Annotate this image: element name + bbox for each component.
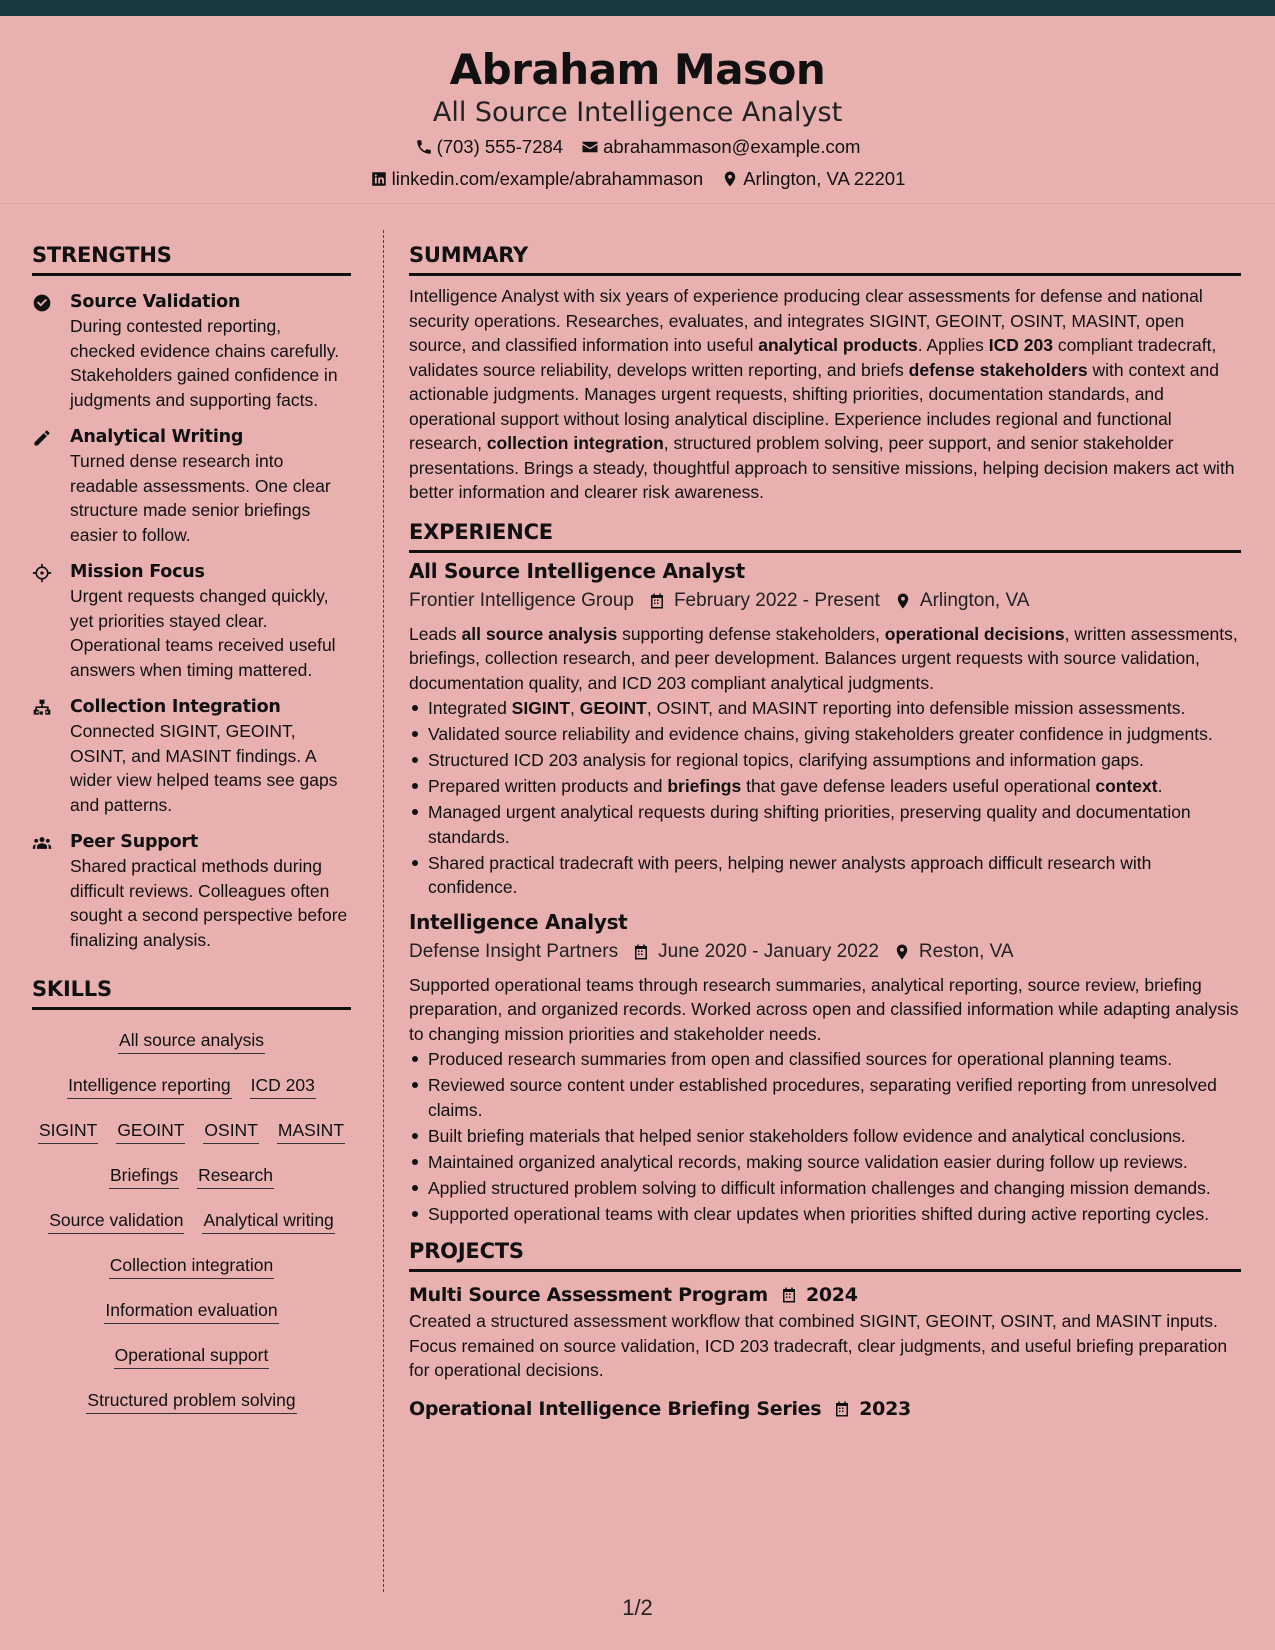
projects-list: [409, 1281, 1241, 1423]
text-segment: ,: [570, 698, 580, 718]
text-segment: supporting defense stakeholders,: [617, 623, 885, 644]
text-segment: .: [1157, 776, 1163, 796]
text-segment: compliant tradecraft, validates source reliability, develops written reporting, and briefs: [409, 335, 1217, 380]
strength-item: [32, 425, 351, 547]
text-segment: Prepared written products and: [428, 776, 668, 796]
bullet-item: [409, 800, 1241, 849]
strength-title: Analytical Writing: [70, 427, 244, 447]
strength-desc: Urgent requests changed quickly, yet priorities stayed clear. Operational teams received useful answers when timing mattered.: [70, 586, 336, 680]
bullet-item: [409, 1047, 1241, 1072]
text-segment: Reviewed source content under established procedures, separating verified reporting from unresolved claims.: [428, 1075, 1217, 1120]
calendar-icon: [780, 1286, 798, 1304]
skill-tag: Information evaluation: [104, 1297, 278, 1324]
bullet-item: [409, 1150, 1241, 1175]
strength-body: [70, 425, 351, 547]
skill-tag: MASINT: [277, 1117, 345, 1144]
strength-icon-wrap: [32, 830, 70, 952]
job-description: [409, 622, 1241, 696]
text-segment: Built briefing materials that helped senior stakeholders follow evidence and analytical conclusions.: [428, 1125, 1186, 1146]
right-column: [409, 240, 1241, 1423]
linkedin-icon: [370, 170, 388, 188]
text-segment: Structured ICD 203 analysis for regional topics, clarifying assumptions and information gaps.: [428, 750, 1144, 770]
calendar-icon: [833, 1400, 851, 1418]
strength-body: [70, 695, 351, 817]
strengths-list: [32, 290, 351, 952]
users-icon: [32, 833, 52, 853]
job-location: Arlington, VA: [919, 589, 1030, 611]
map-pin-icon: [721, 170, 739, 188]
crosshairs-icon: [32, 563, 52, 583]
location-text: Arlington, VA 22201: [743, 168, 906, 189]
job-entry: [409, 908, 1241, 1227]
contact-location: [721, 164, 905, 194]
text-segment: Supported operational teams with clear updates when priorities shifted during active reporting cycles.: [428, 1203, 1210, 1224]
summary-heading: SUMMARY: [409, 240, 1241, 276]
skill-tag: Structured problem solving: [86, 1387, 296, 1414]
envelope-icon: [581, 138, 599, 156]
skill-tag: GEOINT: [116, 1117, 185, 1144]
skill-tag: Operational support: [114, 1342, 270, 1369]
page-number: 1/2: [622, 1595, 653, 1620]
project-title: [409, 1395, 1241, 1423]
project-name: Multi Source Assessment Program: [409, 1284, 768, 1306]
skill-tag: Analytical writing: [202, 1207, 334, 1234]
text-segment: Supported operational teams through research summaries, analytical reporting, source review, briefing preparation, and organized records. Worked across open and classified information while adapting analysis to changing mission priorities and stakeholder needs.: [409, 974, 1239, 1044]
skill-row: [32, 1067, 351, 1103]
text-segment: Maintained organized analytical records, making source validation easier during follow up reviews.: [428, 1151, 1188, 1172]
project-description: Created a structured assessment workflow that combined SIGINT, GEOINT, OSINT, and MASINT inputs. Focus remained on source validation, ICD 203 tradecraft, clear judgments, and useful briefing preparation for operational decisions.: [409, 1311, 1228, 1380]
strength-item: [32, 290, 351, 412]
text-segment: Managed urgent analytical requests during shifting priorities, preserving quality and documentation standards.: [428, 802, 1191, 847]
skill-row: [32, 1292, 351, 1328]
contact-row-1: [0, 132, 1275, 162]
calendar-icon: [632, 943, 650, 961]
job-meta: [409, 937, 1241, 967]
bold-text: briefings: [667, 776, 742, 796]
phone-text: (703) 555-7284: [436, 136, 564, 157]
map-pin-icon: [894, 592, 912, 610]
strength-desc: During contested reporting, checked evidence chains carefully. Stakeholders gained confidence in judgments and supporting facts.: [70, 316, 340, 410]
projects-heading: PROJECTS: [409, 1236, 1241, 1272]
bullet-item: [409, 1202, 1241, 1227]
contact-row-2: [0, 164, 1275, 194]
skill-tag: All source analysis: [118, 1027, 265, 1054]
bold-text: analytical products: [758, 335, 918, 355]
strength-icon-wrap: [32, 695, 70, 817]
left-column: [32, 240, 351, 1418]
bullet-item: [409, 851, 1241, 900]
text-segment: that gave defense leaders useful operational: [741, 776, 1096, 796]
strength-title: Source Validation: [70, 292, 241, 312]
bullet-item: [409, 748, 1241, 773]
strength-item: [32, 830, 351, 952]
strength-item: [32, 695, 351, 817]
strength-desc: Turned dense research into readable assessments. One clear structure made senior briefings easier to follow.: [70, 451, 331, 545]
strength-body: [70, 290, 351, 412]
strength-desc: Connected SIGINT, GEOINT, OSINT, and MASINT findings. A wider view helped teams see gaps and patterns.: [70, 721, 338, 815]
job-location: Reston, VA: [918, 940, 1014, 962]
skill-tag: SIGINT: [38, 1117, 98, 1144]
text-segment: , structured problem solving, peer support, and senior stakeholder presentations. Brings a steady, thoughtful approach to sensitive missions, helping decision makers act with better information and clearer risk awareness.: [409, 433, 1235, 502]
strength-title: Collection Integration: [70, 697, 281, 717]
skills-heading: SKILLS: [32, 974, 351, 1010]
bullet-item: [409, 696, 1241, 721]
text-segment: Validated source reliability and evidence chains, giving stakeholders greater confidence in judgments.: [428, 724, 1213, 744]
text-segment: Shared practical tradecraft with peers, helping newer analysts approach difficult research with confidence.: [428, 852, 1152, 897]
strength-title: Mission Focus: [70, 562, 205, 582]
candidate-name: Abraham Mason: [449, 45, 826, 94]
skill-tag: Research: [197, 1162, 274, 1189]
strength-icon-wrap: [32, 560, 70, 682]
company-name: Defense Insight Partners: [409, 940, 619, 962]
bold-text: collection integration: [486, 433, 664, 453]
bold-text: GEOINT: [579, 698, 647, 718]
text-segment: Leads: [409, 623, 462, 644]
job-meta: [409, 586, 1241, 616]
company-name: Frontier Intelligence Group: [409, 589, 634, 611]
strength-body: [70, 830, 351, 952]
job-bullets: [409, 696, 1241, 900]
experience-list: [409, 557, 1241, 1227]
pencil-icon: [32, 428, 52, 448]
skill-tag: OSINT: [203, 1117, 258, 1144]
linkedin-link[interactable]: linkedin.com/example/abrahammason: [391, 168, 704, 189]
bold-text: defense stakeholders: [908, 359, 1088, 380]
sitemap-icon: [32, 698, 52, 718]
text-segment: with context and actionable judgments. Manages urgent requests, shifting priorities, documentation standards, and operational support without losing analytical discipline. Experience includes regional and functional research,: [409, 359, 1219, 453]
strength-icon-wrap: [32, 290, 70, 412]
bold-text: SIGINT: [511, 698, 571, 718]
text-segment: Produced research summaries from open and classified sources for operational planning teams.: [428, 1049, 1173, 1069]
text-segment: Intelligence Analyst with six years of experience producing clear assessments for defense and national security operations. Researches, evaluates, and integrates SIGINT, GEOINT, OSINT, MASINT, open source, and classified information into useful: [409, 286, 1203, 355]
bold-text: ICD 203: [988, 335, 1053, 355]
experience-heading: EXPERIENCE: [409, 517, 1241, 553]
skill-row: [32, 1382, 351, 1418]
job-title: Intelligence Analyst: [409, 909, 628, 934]
bold-text: all source analysis: [461, 623, 618, 644]
strength-desc: Shared practical methods during difficult reviews. Colleagues often sought a second perspective before finalizing analysis.: [70, 856, 348, 950]
text-segment: Applied structured problem solving to difficult information challenges and changing mission demands.: [428, 1177, 1211, 1198]
resume-header: [0, 16, 1275, 204]
skill-tag: Collection integration: [109, 1252, 274, 1279]
project-title: [409, 1281, 1241, 1309]
calendar-icon: [648, 592, 666, 610]
skill-row: [32, 1157, 351, 1193]
bullet-item: [409, 1176, 1241, 1201]
skill-row: [32, 1337, 351, 1373]
contact-email[interactable]: [581, 132, 860, 162]
strength-title: Peer Support: [70, 832, 199, 852]
strength-body: [70, 560, 351, 682]
contact-linkedin[interactable]: [370, 164, 704, 194]
text-segment: , OSINT, and MASINT reporting into defensible mission assessments.: [646, 698, 1186, 718]
skill-tag: ICD 203: [250, 1072, 316, 1099]
skill-row: [32, 1202, 351, 1238]
skill-row: [32, 1112, 351, 1148]
text-segment: . Applies: [917, 335, 989, 355]
skill-row: [32, 1247, 351, 1283]
skill-tag: Source validation: [48, 1207, 184, 1234]
job-dates: February 2022 - Present: [673, 589, 880, 611]
email-link[interactable]: abrahammason@example.com: [603, 136, 861, 157]
candidate-title: All Source Intelligence Analyst: [432, 97, 843, 128]
bullet-item: [409, 774, 1241, 799]
bullet-item: [409, 1124, 1241, 1149]
phone-icon: [415, 138, 433, 156]
job-entry: [409, 557, 1241, 900]
top-accent-bar: [0, 0, 1275, 16]
job-title: All Source Intelligence Analyst: [409, 558, 745, 583]
skills-list: [32, 1022, 351, 1418]
skill-row: [32, 1022, 351, 1058]
bold-text: context: [1095, 776, 1158, 796]
skill-tag: Briefings: [109, 1162, 179, 1189]
project-name: Operational Intelligence Briefing Series: [409, 1397, 822, 1420]
bullet-item: [409, 1073, 1241, 1122]
skill-tag: Intelligence reporting: [67, 1072, 231, 1099]
bullet-item: [409, 722, 1241, 747]
contact-phone: [415, 132, 564, 162]
job-dates: June 2020 - January 2022: [658, 940, 879, 962]
text-segment: Integrated: [428, 698, 512, 718]
check-circle-icon: [32, 293, 52, 313]
job-description: [409, 973, 1241, 1047]
project-year: 2023: [859, 1397, 911, 1420]
summary-text: [409, 284, 1241, 505]
strength-item: [32, 560, 351, 682]
text-segment: , written assessments, briefings, collection research, and peer development. Balances urgent requests with source validation, documentation quality, and ICD 203 compliant analytical judgments.: [409, 623, 1238, 693]
map-pin-icon: [893, 943, 911, 961]
column-divider: [383, 230, 384, 1592]
bold-text: operational decisions: [884, 623, 1065, 644]
project-year: 2024: [805, 1284, 858, 1306]
strengths-heading: STRENGTHS: [32, 240, 351, 276]
job-bullets: [409, 1047, 1241, 1226]
strength-icon-wrap: [32, 425, 70, 547]
